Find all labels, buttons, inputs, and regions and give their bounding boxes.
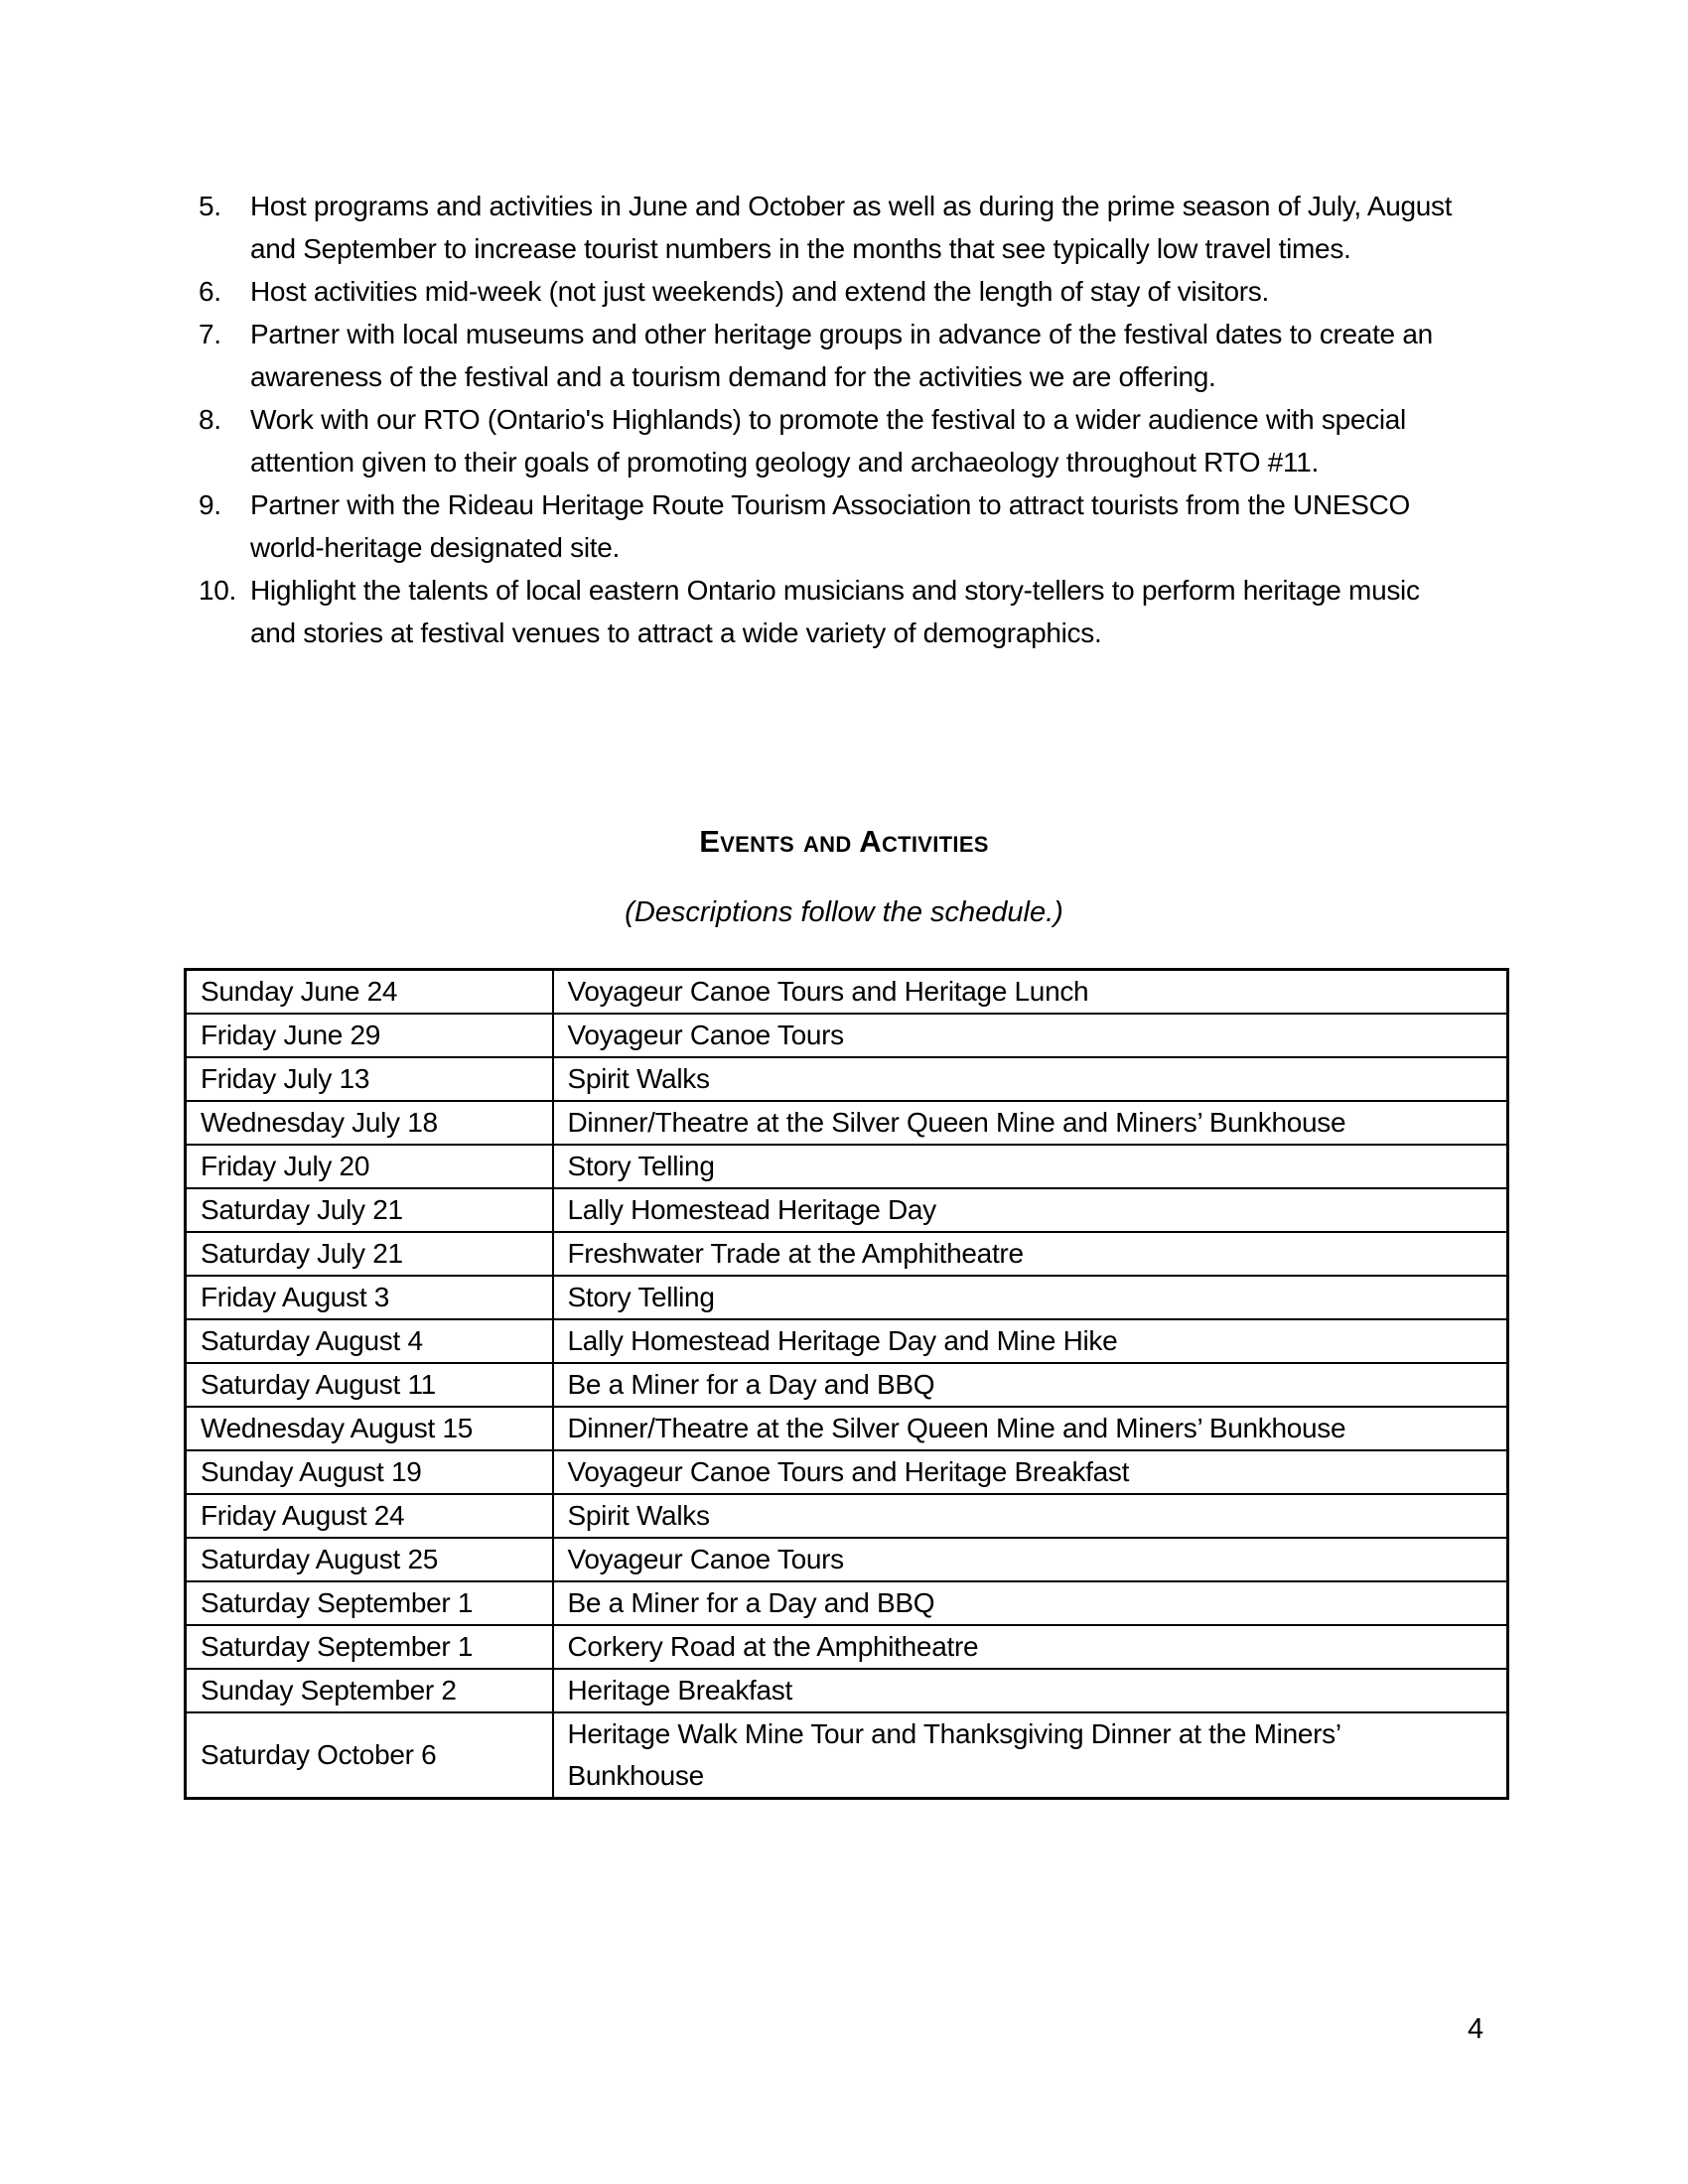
date-cell: Sunday June 24: [186, 970, 553, 1015]
date-cell: Saturday August 25: [186, 1538, 553, 1581]
table-row: [186, 1101, 1508, 1145]
events-schedule-table: [184, 968, 1509, 1800]
date-cell: Saturday September 1: [186, 1581, 553, 1625]
date-cell: Saturday October 6: [186, 1712, 553, 1799]
table-row: [186, 970, 1508, 1015]
table-row: [186, 1014, 1508, 1057]
date-cell: Friday June 29: [186, 1014, 553, 1057]
list-item-number: 10.: [199, 575, 237, 606]
table-row: [186, 1057, 1508, 1101]
date-cell: Saturday August 4: [186, 1319, 553, 1363]
list-item-number: 5.: [199, 191, 221, 221]
event-cell: Spirit Walks: [553, 1057, 1508, 1101]
list-item-text: Host activities mid-week (not just weekends) and extend the length of stay of visitors.: [250, 276, 1269, 307]
list-item: [199, 569, 1460, 654]
table-row: [186, 1276, 1508, 1319]
list-item: [199, 313, 1460, 398]
list-item: [199, 483, 1460, 569]
date-cell: Saturday September 1: [186, 1625, 553, 1669]
list-item: [199, 270, 1460, 313]
list-item-number: 7.: [199, 319, 221, 349]
list-item-text: Highlight the talents of local eastern Ontario musicians and story-tellers to perform heritage music and stories at festival venues to attract a wide variety of demographics.: [250, 575, 1420, 648]
event-cell: Voyageur Canoe Tours: [553, 1538, 1508, 1581]
event-cell: Be a Miner for a Day and BBQ: [553, 1363, 1508, 1407]
date-cell: Friday July 13: [186, 1057, 553, 1101]
event-cell: Dinner/Theatre at the Silver Queen Mine and Miners’ Bunkhouse: [553, 1101, 1508, 1145]
date-cell: Friday August 3: [186, 1276, 553, 1319]
table-row: [186, 1407, 1508, 1450]
date-cell: Wednesday July 18: [186, 1101, 553, 1145]
schedule-note: (Descriptions follow the schedule.): [625, 896, 1063, 928]
table-row: [186, 1319, 1508, 1363]
table-row: [186, 1450, 1508, 1494]
table-row: [186, 1232, 1508, 1276]
table-row: [186, 1538, 1508, 1581]
list-item-text: Partner with local museums and other heritage groups in advance of the festival dates to create an awareness of the festival and a tourism demand for the activities we are offering.: [250, 319, 1433, 392]
table-row: [186, 1188, 1508, 1232]
table-row: [186, 1669, 1508, 1712]
event-cell: Dinner/Theatre at the Silver Queen Mine and Miners’ Bunkhouse: [553, 1407, 1508, 1450]
date-cell: Saturday August 11: [186, 1363, 553, 1407]
event-cell: Voyageur Canoe Tours and Heritage Breakfast: [553, 1450, 1508, 1494]
date-cell: Sunday September 2: [186, 1669, 553, 1712]
event-cell: Lally Homestead Heritage Day and Mine Hike: [553, 1319, 1508, 1363]
date-cell: Sunday August 19: [186, 1450, 553, 1494]
page-number: 4: [1468, 2013, 1484, 2045]
date-cell: Wednesday August 15: [186, 1407, 553, 1450]
event-cell: Story Telling: [553, 1276, 1508, 1319]
list-item-text: Host programs and activities in June and October as well as during the prime season of July, August and September to increase tourist numbers in the months that see typically low travel times.: [250, 191, 1453, 264]
date-cell: Friday July 20: [186, 1145, 553, 1188]
table-row: [186, 1363, 1508, 1407]
event-cell: Corkery Road at the Amphitheatre: [553, 1625, 1508, 1669]
date-cell: Saturday July 21: [186, 1232, 553, 1276]
event-cell: [553, 1712, 1508, 1799]
table-row: [186, 1145, 1508, 1188]
list-item-number: 9.: [199, 489, 221, 520]
event-cell: Freshwater Trade at the Amphitheatre: [553, 1232, 1508, 1276]
section-heading: Events and Activities: [699, 824, 989, 859]
table-row: [186, 1581, 1508, 1625]
list-item: [199, 398, 1460, 483]
event-cell: Heritage Breakfast: [553, 1669, 1508, 1712]
date-cell: Friday August 24: [186, 1494, 553, 1538]
table-row: [186, 1625, 1508, 1669]
table-row: [186, 1712, 1508, 1799]
date-cell: Saturday July 21: [186, 1188, 553, 1232]
event-cell: Spirit Walks: [553, 1494, 1508, 1538]
list-item-text: Partner with the Rideau Heritage Route Tourism Association to attract tourists from the UNESCO world-heritage designated site.: [250, 489, 1411, 563]
table-row: [186, 1494, 1508, 1538]
event-cell: Voyageur Canoe Tours and Heritage Lunch: [553, 970, 1508, 1015]
event-cell: Lally Homestead Heritage Day: [553, 1188, 1508, 1232]
event-cell: Story Telling: [553, 1145, 1508, 1188]
list-item: [199, 185, 1460, 270]
event-text: Heritage Walk Mine Tour and Thanksgiving Dinner at the Miners’ Bunkhouse: [567, 1718, 1340, 1791]
event-cell: Voyageur Canoe Tours: [553, 1014, 1508, 1057]
numbered-goal-list: [199, 185, 1460, 654]
list-item-number: 6.: [199, 276, 221, 307]
event-cell: Be a Miner for a Day and BBQ: [553, 1581, 1508, 1625]
list-item-text: Work with our RTO (Ontario's Highlands) to promote the festival to a wider audience with special attention given to their goals of promoting geology and archaeology throughout RTO #11.: [250, 404, 1406, 478]
list-item-number: 8.: [199, 404, 221, 435]
